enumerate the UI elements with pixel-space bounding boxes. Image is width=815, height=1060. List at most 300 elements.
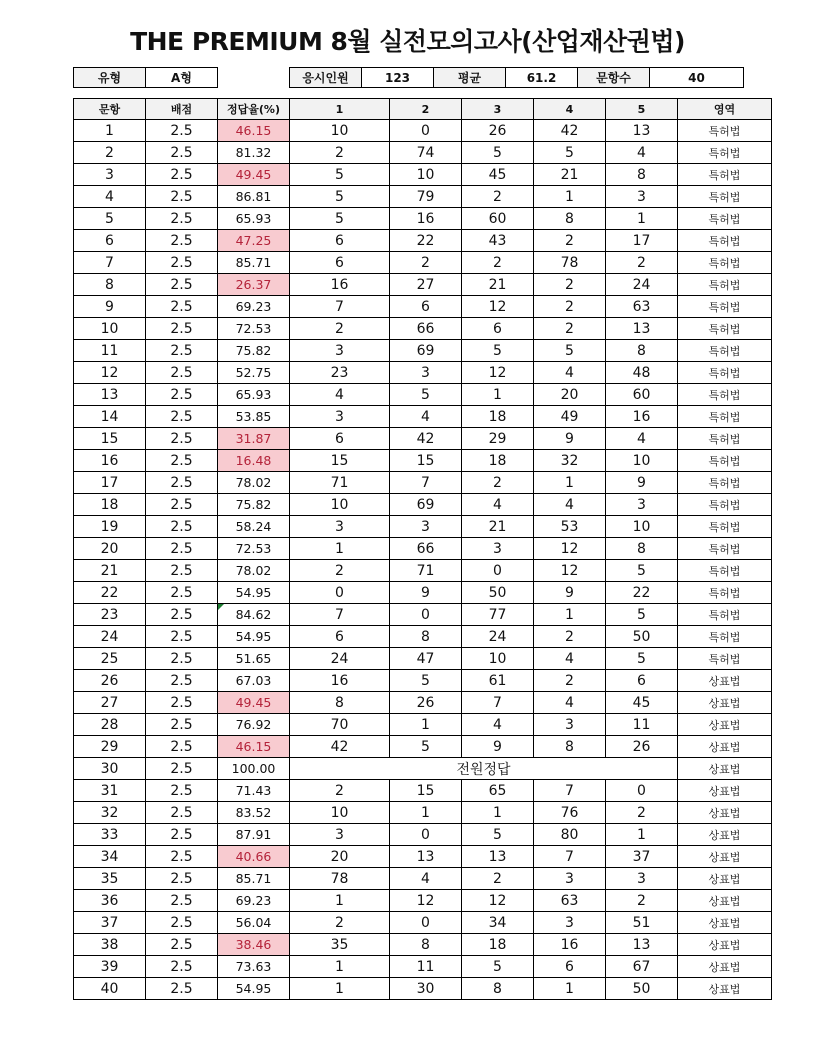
question-number-cell: 4 — [74, 186, 146, 208]
choice-1-count-cell: 5 — [290, 186, 390, 208]
area-cell: 특허법 — [678, 274, 772, 296]
score-cell: 2.5 — [146, 560, 218, 582]
table-row — [74, 780, 772, 802]
table-row — [74, 604, 772, 626]
choice-5-count-cell: 50 — [606, 626, 678, 648]
choice-1-count-cell: 20 — [290, 846, 390, 868]
choice-3-count-cell: 9 — [462, 736, 534, 758]
choice-5-count-cell: 2 — [606, 802, 678, 824]
choice-4-count-cell: 5 — [534, 340, 606, 362]
choice-4-count-cell: 21 — [534, 164, 606, 186]
choice-4-count-cell: 4 — [534, 692, 606, 714]
correct-rate-cell: 49.45 — [218, 692, 290, 714]
score-cell: 2.5 — [146, 296, 218, 318]
score-cell: 2.5 — [146, 208, 218, 230]
choice-2-count-cell: 9 — [390, 582, 462, 604]
average-label: 평균 — [434, 68, 506, 88]
correct-rate-cell: 38.46 — [218, 934, 290, 956]
table-row — [74, 428, 772, 450]
choice-2-count-cell: 0 — [390, 912, 462, 934]
choice-3-count-cell: 5 — [462, 824, 534, 846]
table-row — [74, 450, 772, 472]
choice-5-count-cell: 37 — [606, 846, 678, 868]
choice-4-count-cell: 9 — [534, 582, 606, 604]
score-cell: 2.5 — [146, 846, 218, 868]
header-correct-rate: 정답율(%) — [218, 99, 290, 120]
choice-3-count-cell: 26 — [462, 120, 534, 142]
area-cell: 특허법 — [678, 208, 772, 230]
choice-2-count-cell: 8 — [390, 934, 462, 956]
choice-3-count-cell: 45 — [462, 164, 534, 186]
choice-2-count-cell: 7 — [390, 472, 462, 494]
choice-2-count-cell: 15 — [390, 780, 462, 802]
choice-1-count-cell: 35 — [290, 934, 390, 956]
area-cell: 특허법 — [678, 252, 772, 274]
choice-5-count-cell: 50 — [606, 978, 678, 1000]
examinees-label: 응시인원 — [290, 68, 362, 88]
choice-5-count-cell: 1 — [606, 824, 678, 846]
choice-1-count-cell: 70 — [290, 714, 390, 736]
choice-1-count-cell: 71 — [290, 472, 390, 494]
choice-5-count-cell: 4 — [606, 428, 678, 450]
choice-2-count-cell: 69 — [390, 494, 462, 516]
area-cell: 특허법 — [678, 604, 772, 626]
choice-1-count-cell: 1 — [290, 956, 390, 978]
choice-4-count-cell: 12 — [534, 538, 606, 560]
table-row — [74, 472, 772, 494]
all-correct-cell: 전원정답 — [290, 758, 678, 780]
score-cell: 2.5 — [146, 890, 218, 912]
correct-rate-cell: 87.91 — [218, 824, 290, 846]
table-row — [74, 934, 772, 956]
correct-rate-cell: 83.52 — [218, 802, 290, 824]
area-cell: 상표법 — [678, 978, 772, 1000]
choice-4-count-cell: 16 — [534, 934, 606, 956]
choice-4-count-cell: 63 — [534, 890, 606, 912]
choice-4-count-cell: 8 — [534, 208, 606, 230]
choice-2-count-cell: 5 — [390, 736, 462, 758]
choice-1-count-cell: 5 — [290, 164, 390, 186]
question-number-cell: 21 — [74, 560, 146, 582]
choice-2-count-cell: 11 — [390, 956, 462, 978]
area-cell: 특허법 — [678, 296, 772, 318]
question-number-cell: 22 — [74, 582, 146, 604]
question-number-cell: 23 — [74, 604, 146, 626]
score-cell: 2.5 — [146, 252, 218, 274]
choice-3-count-cell: 29 — [462, 428, 534, 450]
choice-5-count-cell: 48 — [606, 362, 678, 384]
area-cell: 특허법 — [678, 142, 772, 164]
choice-2-count-cell: 66 — [390, 538, 462, 560]
score-cell: 2.5 — [146, 164, 218, 186]
choice-4-count-cell: 3 — [534, 868, 606, 890]
correct-rate-cell: 16.48 — [218, 450, 290, 472]
choice-3-count-cell: 21 — [462, 274, 534, 296]
area-cell: 상표법 — [678, 824, 772, 846]
score-cell: 2.5 — [146, 934, 218, 956]
choice-2-count-cell: 1 — [390, 802, 462, 824]
choice-1-count-cell: 1 — [290, 890, 390, 912]
choice-1-count-cell: 2 — [290, 780, 390, 802]
score-cell: 2.5 — [146, 714, 218, 736]
choice-5-count-cell: 5 — [606, 648, 678, 670]
choice-1-count-cell: 1 — [290, 978, 390, 1000]
correct-rate-cell: 49.45 — [218, 164, 290, 186]
choice-3-count-cell: 3 — [462, 538, 534, 560]
area-cell: 특허법 — [678, 648, 772, 670]
choice-2-count-cell: 30 — [390, 978, 462, 1000]
table-row — [74, 142, 772, 164]
choice-5-count-cell: 8 — [606, 164, 678, 186]
choice-3-count-cell: 7 — [462, 692, 534, 714]
question-number-cell: 16 — [74, 450, 146, 472]
table-row — [74, 494, 772, 516]
table-row — [74, 252, 772, 274]
choice-3-count-cell: 43 — [462, 230, 534, 252]
choice-3-count-cell: 18 — [462, 450, 534, 472]
choice-5-count-cell: 24 — [606, 274, 678, 296]
table-row — [74, 890, 772, 912]
area-cell: 특허법 — [678, 164, 772, 186]
choice-2-count-cell: 13 — [390, 846, 462, 868]
question-number-cell: 38 — [74, 934, 146, 956]
choice-1-count-cell: 1 — [290, 538, 390, 560]
score-cell: 2.5 — [146, 824, 218, 846]
correct-rate-cell: 69.23 — [218, 890, 290, 912]
area-cell: 특허법 — [678, 340, 772, 362]
score-cell: 2.5 — [146, 120, 218, 142]
choice-4-count-cell: 1 — [534, 604, 606, 626]
header-choice-2: 2 — [390, 99, 462, 120]
choice-4-count-cell: 2 — [534, 274, 606, 296]
choice-1-count-cell: 4 — [290, 384, 390, 406]
correct-rate-cell: 78.02 — [218, 472, 290, 494]
score-cell: 2.5 — [146, 780, 218, 802]
question-number-cell: 30 — [74, 758, 146, 780]
choice-5-count-cell: 45 — [606, 692, 678, 714]
choice-5-count-cell: 3 — [606, 186, 678, 208]
choice-4-count-cell: 2 — [534, 230, 606, 252]
table-row — [74, 186, 772, 208]
choice-5-count-cell: 2 — [606, 890, 678, 912]
score-cell: 2.5 — [146, 186, 218, 208]
question-number-cell: 8 — [74, 274, 146, 296]
correct-rate-cell: 67.03 — [218, 670, 290, 692]
score-cell: 2.5 — [146, 912, 218, 934]
choice-1-count-cell: 6 — [290, 252, 390, 274]
choice-2-count-cell: 27 — [390, 274, 462, 296]
area-cell: 특허법 — [678, 318, 772, 340]
choice-2-count-cell: 2 — [390, 252, 462, 274]
score-cell: 2.5 — [146, 428, 218, 450]
choice-2-count-cell: 71 — [390, 560, 462, 582]
choice-4-count-cell: 42 — [534, 120, 606, 142]
question-count-value: 40 — [650, 68, 744, 88]
choice-1-count-cell: 42 — [290, 736, 390, 758]
choice-1-count-cell: 2 — [290, 142, 390, 164]
correct-rate-cell: 47.25 — [218, 230, 290, 252]
choice-2-count-cell: 69 — [390, 340, 462, 362]
choice-4-count-cell: 3 — [534, 912, 606, 934]
score-cell: 2.5 — [146, 736, 218, 758]
choice-4-count-cell: 4 — [534, 494, 606, 516]
table-row — [74, 538, 772, 560]
area-cell: 특허법 — [678, 626, 772, 648]
choice-3-count-cell: 21 — [462, 516, 534, 538]
table-row — [74, 648, 772, 670]
area-cell: 특허법 — [678, 406, 772, 428]
area-cell: 특허법 — [678, 538, 772, 560]
choice-1-count-cell: 6 — [290, 230, 390, 252]
choice-4-count-cell: 4 — [534, 362, 606, 384]
table-row — [74, 956, 772, 978]
area-cell: 상표법 — [678, 692, 772, 714]
choice-5-count-cell: 26 — [606, 736, 678, 758]
choice-1-count-cell: 3 — [290, 406, 390, 428]
header-choice-4: 4 — [534, 99, 606, 120]
correct-rate-cell: 75.82 — [218, 494, 290, 516]
choice-1-count-cell: 10 — [290, 494, 390, 516]
question-number-cell: 2 — [74, 142, 146, 164]
score-cell: 2.5 — [146, 670, 218, 692]
choice-4-count-cell: 2 — [534, 626, 606, 648]
table-row — [74, 318, 772, 340]
score-cell: 2.5 — [146, 318, 218, 340]
correct-rate-cell: 53.85 — [218, 406, 290, 428]
question-number-cell: 19 — [74, 516, 146, 538]
score-cell: 2.5 — [146, 956, 218, 978]
question-number-cell: 25 — [74, 648, 146, 670]
choice-4-count-cell: 80 — [534, 824, 606, 846]
choice-3-count-cell: 5 — [462, 340, 534, 362]
choice-4-count-cell: 12 — [534, 560, 606, 582]
area-cell: 상표법 — [678, 758, 772, 780]
choice-5-count-cell: 3 — [606, 494, 678, 516]
area-cell: 상표법 — [678, 912, 772, 934]
choice-5-count-cell: 5 — [606, 604, 678, 626]
table-row — [74, 736, 772, 758]
choice-3-count-cell: 2 — [462, 868, 534, 890]
table-row — [74, 626, 772, 648]
score-cell: 2.5 — [146, 274, 218, 296]
score-cell: 2.5 — [146, 406, 218, 428]
correct-rate-cell: 54.95 — [218, 582, 290, 604]
choice-4-count-cell: 2 — [534, 670, 606, 692]
choice-3-count-cell: 2 — [462, 252, 534, 274]
question-number-cell: 14 — [74, 406, 146, 428]
choice-3-count-cell: 18 — [462, 406, 534, 428]
examinees-value: 123 — [362, 68, 434, 88]
correct-rate-cell: 54.95 — [218, 626, 290, 648]
table-row — [74, 406, 772, 428]
question-number-cell: 36 — [74, 890, 146, 912]
choice-3-count-cell: 4 — [462, 494, 534, 516]
choice-3-count-cell: 34 — [462, 912, 534, 934]
table-row — [74, 978, 772, 1000]
table-row — [74, 274, 772, 296]
choice-3-count-cell: 60 — [462, 208, 534, 230]
choice-3-count-cell: 18 — [462, 934, 534, 956]
choice-3-count-cell: 1 — [462, 802, 534, 824]
table-row — [74, 582, 772, 604]
choice-5-count-cell: 3 — [606, 868, 678, 890]
choice-5-count-cell: 13 — [606, 120, 678, 142]
question-number-cell: 37 — [74, 912, 146, 934]
exam-info-table — [73, 67, 744, 88]
correct-rate-cell: 73.63 — [218, 956, 290, 978]
correct-rate-cell: 65.93 — [218, 208, 290, 230]
area-cell: 상표법 — [678, 956, 772, 978]
choice-2-count-cell: 0 — [390, 120, 462, 142]
area-cell: 특허법 — [678, 494, 772, 516]
table-row — [74, 670, 772, 692]
choice-1-count-cell: 3 — [290, 824, 390, 846]
choice-2-count-cell: 5 — [390, 670, 462, 692]
choice-5-count-cell: 2 — [606, 252, 678, 274]
choice-4-count-cell: 8 — [534, 736, 606, 758]
choice-2-count-cell: 4 — [390, 868, 462, 890]
table-row — [74, 912, 772, 934]
choice-4-count-cell: 5 — [534, 142, 606, 164]
choice-5-count-cell: 60 — [606, 384, 678, 406]
choice-5-count-cell: 51 — [606, 912, 678, 934]
correct-rate-cell: 52.75 — [218, 362, 290, 384]
choice-1-count-cell: 2 — [290, 560, 390, 582]
correct-rate-cell: 85.71 — [218, 252, 290, 274]
choice-2-count-cell: 10 — [390, 164, 462, 186]
score-cell: 2.5 — [146, 604, 218, 626]
choice-4-count-cell: 32 — [534, 450, 606, 472]
choice-4-count-cell: 4 — [534, 648, 606, 670]
correct-rate-cell: 40.66 — [218, 846, 290, 868]
choice-2-count-cell: 79 — [390, 186, 462, 208]
table-row — [74, 208, 772, 230]
question-number-cell: 34 — [74, 846, 146, 868]
correct-rate-cell: 81.32 — [218, 142, 290, 164]
question-number-cell: 29 — [74, 736, 146, 758]
choice-3-count-cell: 65 — [462, 780, 534, 802]
question-number-cell: 33 — [74, 824, 146, 846]
choice-2-count-cell: 3 — [390, 516, 462, 538]
choice-3-count-cell: 12 — [462, 362, 534, 384]
area-cell: 특허법 — [678, 428, 772, 450]
table-row — [74, 296, 772, 318]
choice-5-count-cell: 8 — [606, 340, 678, 362]
table-row — [74, 758, 772, 780]
choice-5-count-cell: 9 — [606, 472, 678, 494]
question-number-cell: 35 — [74, 868, 146, 890]
table-row — [74, 824, 772, 846]
choice-5-count-cell: 63 — [606, 296, 678, 318]
choice-1-count-cell: 16 — [290, 274, 390, 296]
choice-1-count-cell: 2 — [290, 318, 390, 340]
choice-1-count-cell: 2 — [290, 912, 390, 934]
choice-1-count-cell: 7 — [290, 296, 390, 318]
choice-2-count-cell: 26 — [390, 692, 462, 714]
question-number-cell: 26 — [74, 670, 146, 692]
choice-3-count-cell: 61 — [462, 670, 534, 692]
choice-4-count-cell: 9 — [534, 428, 606, 450]
choice-2-count-cell: 74 — [390, 142, 462, 164]
question-number-cell: 18 — [74, 494, 146, 516]
header-area: 영역 — [678, 99, 772, 120]
score-cell: 2.5 — [146, 230, 218, 252]
correct-rate-cell: 75.82 — [218, 340, 290, 362]
choice-1-count-cell: 78 — [290, 868, 390, 890]
area-cell: 상표법 — [678, 890, 772, 912]
choice-2-count-cell: 0 — [390, 604, 462, 626]
score-cell: 2.5 — [146, 978, 218, 1000]
choice-5-count-cell: 4 — [606, 142, 678, 164]
header-choice-1: 1 — [290, 99, 390, 120]
choice-5-count-cell: 5 — [606, 560, 678, 582]
table-row — [74, 120, 772, 142]
score-cell: 2.5 — [146, 868, 218, 890]
choice-2-count-cell: 15 — [390, 450, 462, 472]
question-number-cell: 5 — [74, 208, 146, 230]
area-cell: 상표법 — [678, 868, 772, 890]
correct-rate-cell: 86.81 — [218, 186, 290, 208]
question-count-label: 문항수 — [578, 68, 650, 88]
choice-3-count-cell: 6 — [462, 318, 534, 340]
table-row — [74, 362, 772, 384]
table-row — [74, 802, 772, 824]
question-number-cell: 28 — [74, 714, 146, 736]
correct-rate-cell: 78.02 — [218, 560, 290, 582]
question-number-cell: 10 — [74, 318, 146, 340]
score-cell: 2.5 — [146, 626, 218, 648]
score-cell: 2.5 — [146, 450, 218, 472]
question-number-cell: 32 — [74, 802, 146, 824]
choice-5-count-cell: 16 — [606, 406, 678, 428]
area-cell: 특허법 — [678, 384, 772, 406]
area-cell: 상표법 — [678, 736, 772, 758]
choice-5-count-cell: 1 — [606, 208, 678, 230]
choice-3-count-cell: 5 — [462, 142, 534, 164]
table-row — [74, 230, 772, 252]
type-value: A형 — [146, 68, 218, 88]
choice-3-count-cell: 0 — [462, 560, 534, 582]
correct-rate-cell: 54.95 — [218, 978, 290, 1000]
question-number-cell: 13 — [74, 384, 146, 406]
choice-4-count-cell: 20 — [534, 384, 606, 406]
choice-3-count-cell: 50 — [462, 582, 534, 604]
choice-1-count-cell: 23 — [290, 362, 390, 384]
choice-4-count-cell: 49 — [534, 406, 606, 428]
correct-rate-cell: 31.87 — [218, 428, 290, 450]
correct-rate-cell: 84.62 — [218, 604, 290, 626]
question-number-cell: 24 — [74, 626, 146, 648]
choice-1-count-cell: 10 — [290, 120, 390, 142]
header-question: 문항 — [74, 99, 146, 120]
score-cell: 2.5 — [146, 802, 218, 824]
correct-rate-cell: 71.43 — [218, 780, 290, 802]
correct-rate-cell: 72.53 — [218, 538, 290, 560]
area-cell: 특허법 — [678, 362, 772, 384]
header-choice-5: 5 — [606, 99, 678, 120]
choice-1-count-cell: 24 — [290, 648, 390, 670]
choice-5-count-cell: 13 — [606, 318, 678, 340]
choice-5-count-cell: 11 — [606, 714, 678, 736]
choice-3-count-cell: 4 — [462, 714, 534, 736]
choice-3-count-cell: 12 — [462, 296, 534, 318]
choice-2-count-cell: 0 — [390, 824, 462, 846]
question-number-cell: 1 — [74, 120, 146, 142]
choice-4-count-cell: 76 — [534, 802, 606, 824]
area-cell: 특허법 — [678, 472, 772, 494]
area-cell: 특허법 — [678, 230, 772, 252]
score-cell: 2.5 — [146, 692, 218, 714]
